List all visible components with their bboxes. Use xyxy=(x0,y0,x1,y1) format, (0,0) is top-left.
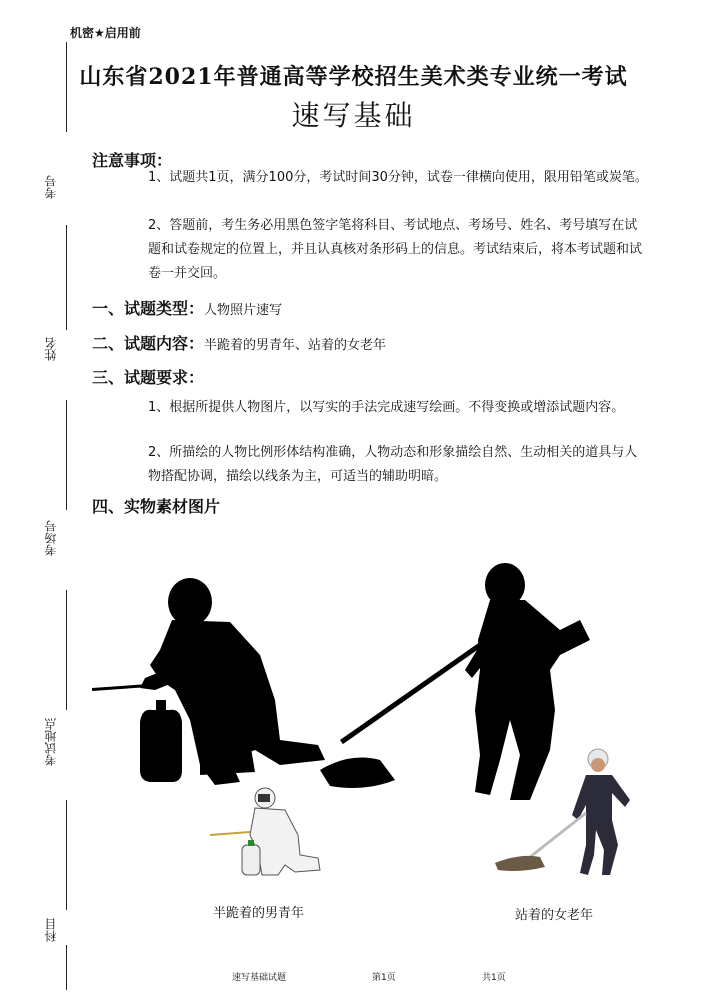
section-requirements-label: 三、试题要求： xyxy=(92,368,205,387)
section-content-value: 半跪着的男青年、站着的女老年 xyxy=(204,338,387,353)
field-exam-location: 考试地点 xyxy=(44,718,58,766)
section-type-label: 一、试题类型： xyxy=(92,299,205,318)
kneeling-man-photo xyxy=(200,780,340,890)
section-material-label: 四、实物素材图片 xyxy=(92,497,221,516)
field-name: 姓名 xyxy=(44,337,58,361)
field-subject: 科目 xyxy=(44,918,58,942)
binding-line xyxy=(66,225,67,330)
binding-line xyxy=(66,400,67,510)
requirement-item-1: 1、根据所提供人物图片，以写实的手法完成速写绘画。不得变换或增添试题内容。 xyxy=(148,400,625,415)
left-caption: 半跪着的男青年 xyxy=(213,906,305,921)
notice-item-2: 2、答题前，考生务必用黑色签字笔将科目、考试地点、考场号、姓名、考号填写在试题和试卷规定的位置上，并且认真核对条形码上的信息。考试结束后，将本考试题和试卷一并交回。 xyxy=(148,218,643,281)
notice-item-1: 1、试题共1页，满分100分，考试时间30分钟，试卷一律横向使用，限用铅笔或炭笔。 xyxy=(148,170,648,185)
footer-title: 速写基础试题 xyxy=(232,973,287,983)
notice-heading: 注意事项： xyxy=(92,151,173,170)
binding-line xyxy=(66,590,67,710)
section-content-label: 二、试题内容： xyxy=(92,334,205,353)
binding-line xyxy=(66,945,67,990)
section-content xyxy=(92,331,386,354)
requirement-item-2: 2、所描绘的人物比例形体结构准确，人物动态和形象描绘自然、生动相关的道具与人物搭配协调，描绘以线条为主，可适当的辅助明暗。 xyxy=(148,445,638,484)
binding-line xyxy=(66,800,67,910)
right-caption: 站着的女老年 xyxy=(515,908,594,923)
confidential-label: 机密★启用前 xyxy=(70,26,141,40)
standing-woman-photo xyxy=(490,745,650,885)
subject-title: 速写基础 xyxy=(291,99,416,132)
exam-title: 山东省2021年普通高等学校招生美术类专业统一考试 xyxy=(79,64,628,90)
field-room-number: 考场号 xyxy=(44,520,58,556)
footer-page: 第1页 xyxy=(372,973,396,983)
kneeling-man-silhouette xyxy=(92,578,325,785)
footer-total: 共1页 xyxy=(482,973,506,983)
section-type xyxy=(92,296,282,319)
field-exam-number: 考号 xyxy=(44,175,58,199)
section-type-value: 人物照片速写 xyxy=(204,303,283,318)
binding-line xyxy=(66,42,67,132)
